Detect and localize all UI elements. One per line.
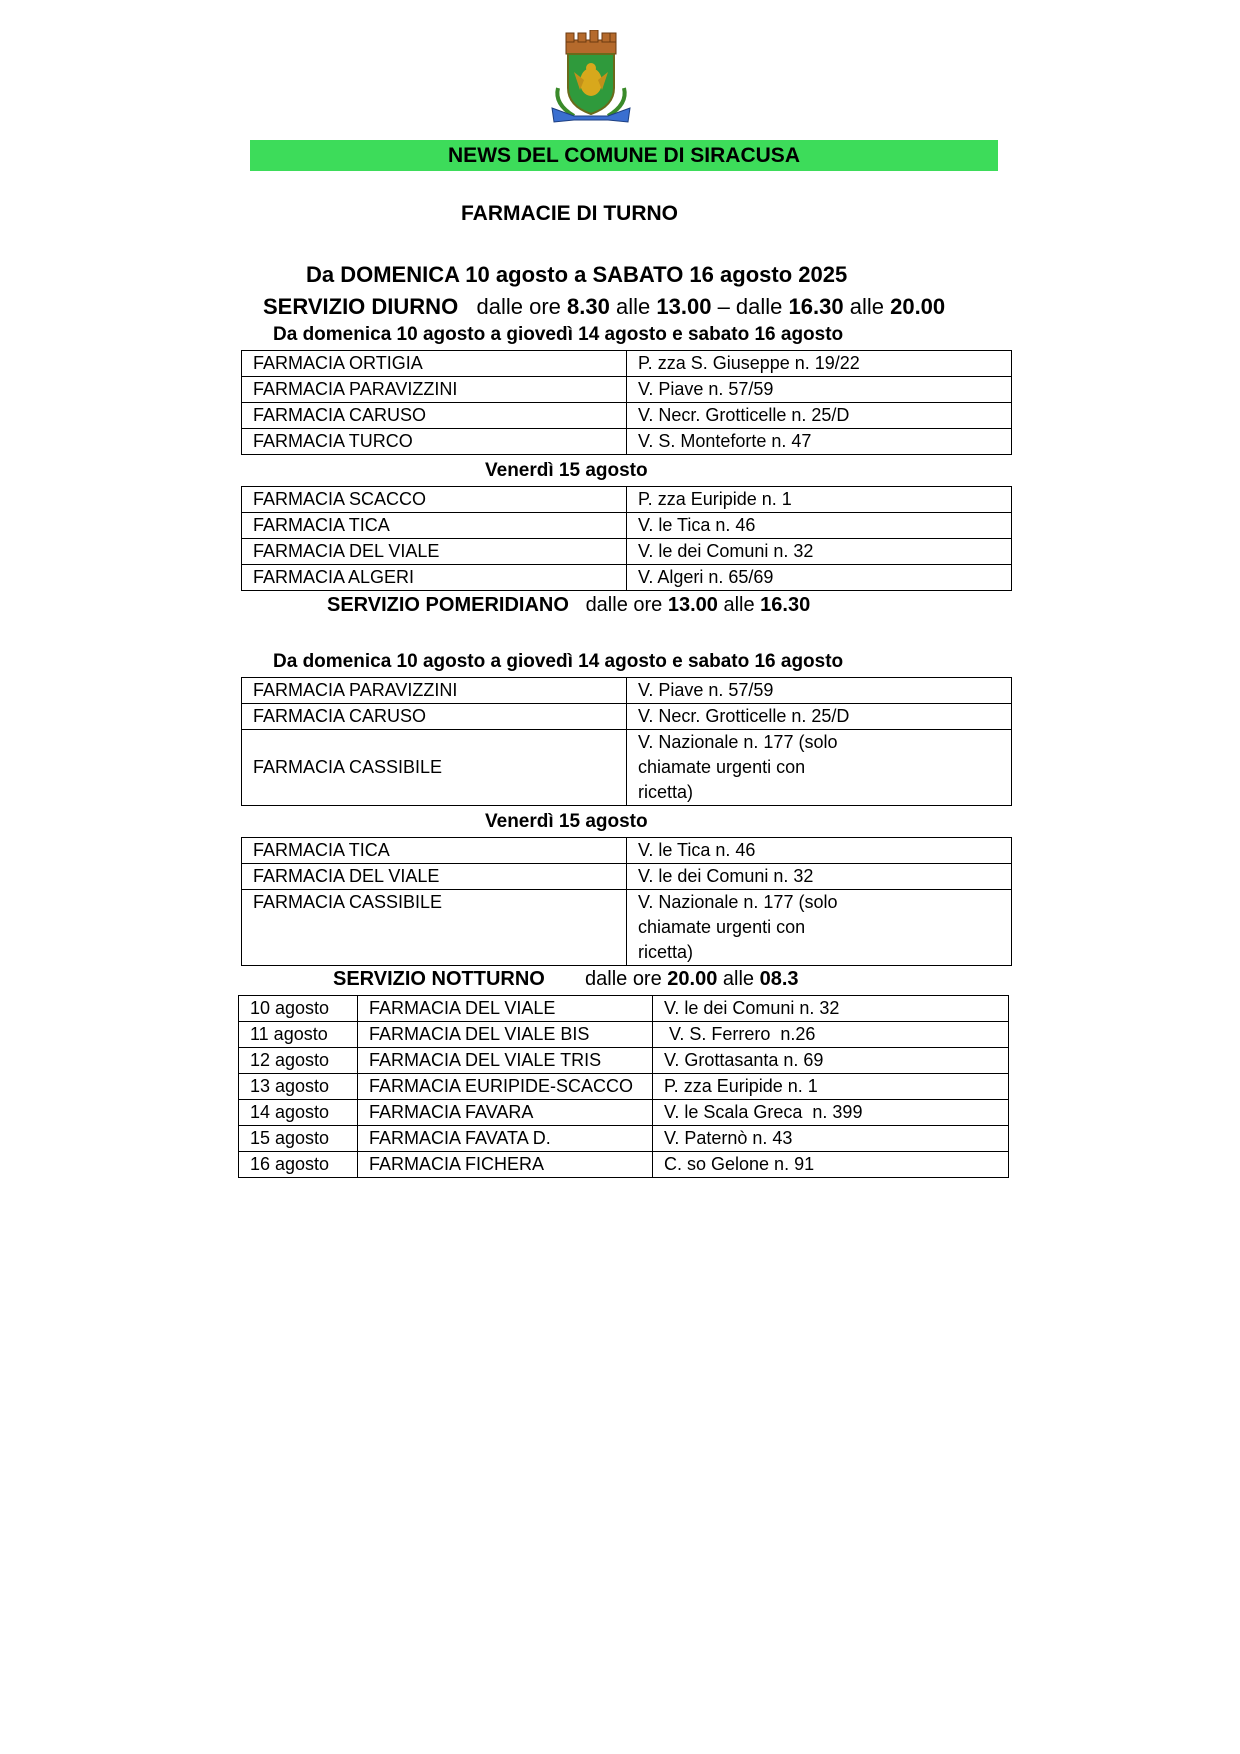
- pharmacy-name: FARMACIA DEL VIALE BIS: [358, 1022, 653, 1048]
- table-row: [242, 377, 1012, 403]
- notturno-t1: dalle ore: [585, 968, 662, 990]
- diurno-t4: alle: [849, 294, 884, 319]
- date-cell: 16 agosto: [239, 1152, 358, 1178]
- table-row: [242, 403, 1012, 429]
- notturno-table: [238, 995, 1009, 1178]
- date-cell: 13 agosto: [239, 1074, 358, 1100]
- pharmacy-address: V. le dei Comuni n. 32: [627, 539, 1012, 565]
- news-banner: [250, 140, 998, 171]
- pharmacy-address: V. Piave n. 57/59: [627, 377, 1012, 403]
- table-row: [242, 890, 1012, 966]
- pomeridiano-table-2: [241, 837, 1012, 966]
- pomeridiano-label: SERVIZIO POMERIDIANO: [327, 594, 569, 616]
- pharmacy-address: V. Necr. Grotticelle n. 25/D: [627, 403, 1012, 429]
- pharmacy-name: FARMACIA TICA: [242, 838, 627, 864]
- diurno-sub1: Da domenica 10 agosto a giovedì 14 agosto e sabato 16 agosto: [273, 324, 844, 345]
- table-row: [242, 730, 1012, 806]
- address-line: V. Nazionale n. 177 (solo: [638, 732, 838, 752]
- pomeridiano-h1: 13.00: [667, 594, 718, 616]
- table-row: [239, 1074, 1009, 1100]
- notturno-h1: 20.00: [667, 968, 718, 990]
- pharmacy-name: FARMACIA DEL VIALE: [358, 996, 653, 1022]
- pomeridiano-t1: dalle ore: [585, 594, 663, 616]
- pharmacy-address: P. zza S. Giuseppe n. 19/22: [627, 351, 1012, 377]
- table-row: [242, 539, 1012, 565]
- diurno-table-1: [241, 350, 1012, 455]
- diurno-table-2: [241, 486, 1012, 591]
- date-cell: 12 agosto: [239, 1048, 358, 1074]
- diurno-label: SERVIZIO DIURNO: [263, 294, 459, 319]
- address-line: ricetta): [638, 782, 694, 802]
- date-cell: 15 agosto: [239, 1126, 358, 1152]
- pharmacy-name: FARMACIA DEL VIALE: [242, 864, 627, 890]
- pharmacy-address: P. zza Euripide n. 1: [653, 1074, 1009, 1100]
- pharmacy-name: FARMACIA EURIPIDE-SCACCO: [358, 1074, 653, 1100]
- crest-logo-icon: [544, 30, 638, 126]
- pharmacy-address: P. zza Euripide n. 1: [627, 487, 1012, 513]
- notturno-time: [585, 968, 799, 991]
- diurno-sub2: Venerdì 15 agosto: [485, 460, 648, 481]
- pomeridiano-table-1: [241, 677, 1012, 806]
- table-row: [239, 1048, 1009, 1074]
- pharmacy-address: V. le Scala Greca n. 399: [653, 1100, 1009, 1126]
- diurno-t1: dalle ore: [476, 294, 561, 319]
- notturno-t2: alle: [722, 968, 755, 990]
- pharmacy-name: FARMACIA CASSIBILE: [242, 730, 627, 806]
- diurno-heading: [263, 294, 945, 320]
- table-row: [239, 1100, 1009, 1126]
- pharmacy-address: V. le Tica n. 46: [627, 838, 1012, 864]
- address-line: chiamate urgenti con: [638, 757, 806, 777]
- pharmacy-address: V. S. Ferrero n.26: [653, 1022, 1009, 1048]
- pharmacy-address: V. Paternò n. 43: [653, 1126, 1009, 1152]
- table-row: [242, 838, 1012, 864]
- pharmacy-name: FARMACIA CASSIBILE: [242, 890, 627, 966]
- pharmacy-name: FARMACIA DEL VIALE: [242, 539, 627, 565]
- pharmacy-address: V. Algeri n. 65/69: [627, 565, 1012, 591]
- pomeridiano-heading: [327, 594, 810, 617]
- pharmacy-address: V. le dei Comuni n. 32: [653, 996, 1009, 1022]
- notturno-heading: [333, 968, 853, 991]
- pharmacy-name: FARMACIA FAVARA: [358, 1100, 653, 1126]
- table-row: [242, 351, 1012, 377]
- table-row: [242, 513, 1012, 539]
- pharmacy-name: FARMACIA SCACCO: [242, 487, 627, 513]
- banner-title: NEWS DEL COMUNE DI SIRACUSA: [448, 143, 800, 167]
- address-line: chiamate urgenti con: [638, 917, 806, 937]
- table-row: [239, 996, 1009, 1022]
- diurno-h4: 20.00: [890, 294, 946, 319]
- table-row: [242, 565, 1012, 591]
- table-row: [239, 1152, 1009, 1178]
- diurno-t3: – dalle: [717, 294, 783, 319]
- table-row: [242, 487, 1012, 513]
- pharmacy-address: V. Grottasanta n. 69: [653, 1048, 1009, 1074]
- date-cell: 14 agosto: [239, 1100, 358, 1126]
- address-line: V. Nazionale n. 177 (solo: [638, 892, 838, 912]
- pharmacy-name: FARMACIA PARAVIZZINI: [242, 377, 627, 403]
- pomeridiano-sub2: Venerdì 15 agosto: [485, 811, 648, 832]
- pharmacy-name: FARMACIA FICHERA: [358, 1152, 653, 1178]
- pharmacy-name: FARMACIA PARAVIZZINI: [242, 678, 627, 704]
- notturno-label: SERVIZIO NOTTURNO: [333, 968, 545, 990]
- pharmacy-address: V. le Tica n. 46: [627, 513, 1012, 539]
- pharmacy-name: FARMACIA TURCO: [242, 429, 627, 455]
- pharmacy-address: [627, 730, 1012, 806]
- pomeridiano-h2: 16.30: [760, 594, 811, 616]
- pharmacy-name: FARMACIA ALGERI: [242, 565, 627, 591]
- address-line: ricetta): [638, 942, 694, 962]
- diurno-h1: 8.30: [567, 294, 610, 319]
- pharmacy-name: FARMACIA CARUSO: [242, 704, 627, 730]
- pharmacy-address: [627, 890, 1012, 966]
- table-row: [242, 864, 1012, 890]
- pharmacy-name: FARMACIA FAVATA D.: [358, 1126, 653, 1152]
- period-heading: Da DOMENICA 10 agosto a SABATO 16 agosto 2025: [306, 262, 848, 287]
- pharmacy-name: FARMACIA ORTIGIA: [242, 351, 627, 377]
- pomeridiano-sub1: Da domenica 10 agosto a giovedì 14 agosto e sabato 16 agosto: [273, 651, 844, 672]
- notturno-h2: 08.3: [759, 968, 799, 990]
- date-cell: 11 agosto: [239, 1022, 358, 1048]
- pharmacy-address: C. so Gelone n. 91: [653, 1152, 1009, 1178]
- pharmacy-name: FARMACIA TICA: [242, 513, 627, 539]
- pharmacy-address: V. S. Monteforte n. 47: [627, 429, 1012, 455]
- table-row: [239, 1022, 1009, 1048]
- table-row: [239, 1126, 1009, 1152]
- pharmacy-address: V. Necr. Grotticelle n. 25/D: [627, 704, 1012, 730]
- table-row: [242, 678, 1012, 704]
- table-row: [242, 429, 1012, 455]
- table-row: [242, 704, 1012, 730]
- pharmacy-address: V. Piave n. 57/59: [627, 678, 1012, 704]
- page-title: FARMACIE DI TURNO: [461, 202, 678, 225]
- date-cell: 10 agosto: [239, 996, 358, 1022]
- diurno-h2: 13.00: [656, 294, 712, 319]
- pharmacy-name: FARMACIA DEL VIALE TRIS: [358, 1048, 653, 1074]
- pharmacy-address: V. le dei Comuni n. 32: [627, 864, 1012, 890]
- diurno-t2: alle: [616, 294, 651, 319]
- pharmacy-name: FARMACIA CARUSO: [242, 403, 627, 429]
- pomeridiano-t2: alle: [723, 594, 755, 616]
- diurno-h3: 16.30: [788, 294, 844, 319]
